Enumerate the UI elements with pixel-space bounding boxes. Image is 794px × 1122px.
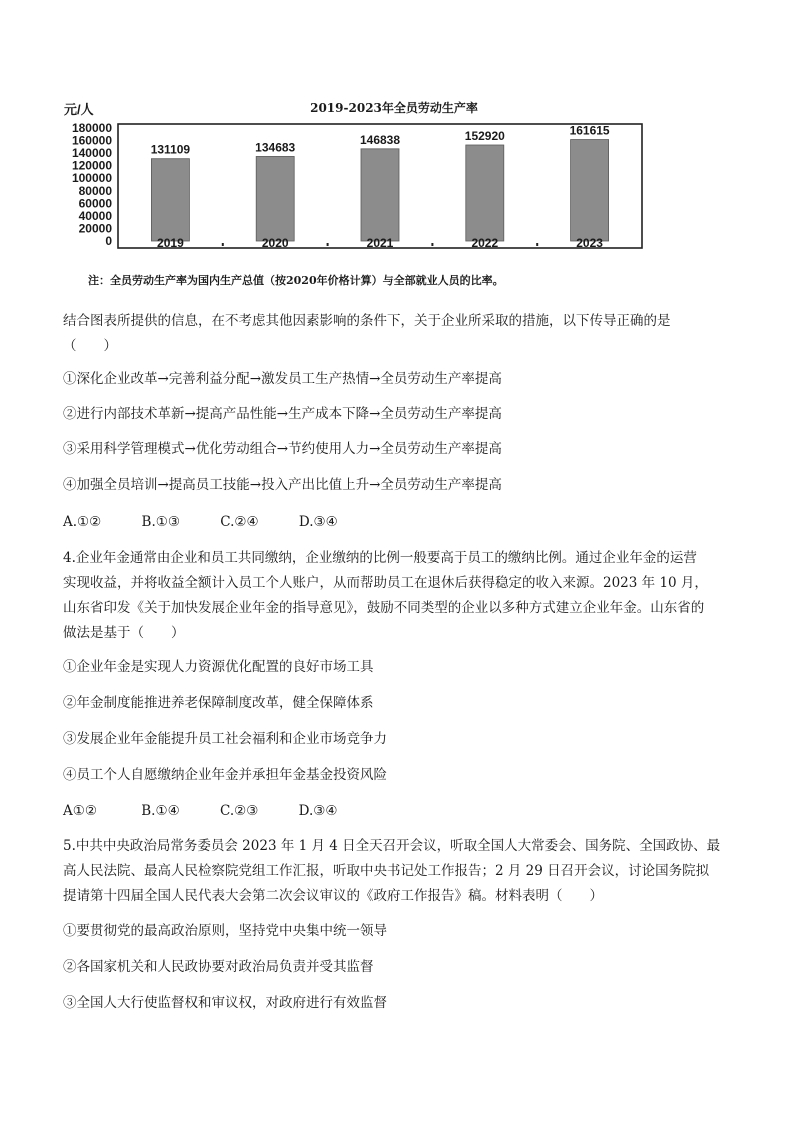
question-3-stem	[63, 309, 735, 359]
y-tick-label: 140000	[71, 146, 112, 161]
q4-item	[63, 727, 735, 752]
item-text: ③发展企业年金能提升员工社会福利和企业市场竞争力	[63, 731, 387, 747]
q4-options	[63, 803, 351, 819]
q4-item	[63, 691, 735, 716]
stem-line: 5.中共中央政治局常务委员会 2023 年 1 月 4 日全天召开会议，听取全国人大常委会、国务院、全国政协、最	[63, 838, 721, 854]
stem-line: 结合图表所提供的信息，在不考虑其他因素影响的条件下，关于企业所采取的措施，以下传导正确的是	[63, 313, 671, 329]
item-text: ①深化企业改革→完善利益分配→激发员工生产热情→全员劳动生产率提高	[63, 371, 502, 387]
stem-line: 提请第十四届全国人民代表大会第二次会议审议的《政府工作报告》稿。材料表明（ ）	[63, 888, 603, 904]
x-tick-mark	[327, 243, 329, 246]
data-label: 161615	[569, 123, 610, 138]
option-b[interactable]: B.①④	[141, 803, 180, 819]
stem-line: 高人民法院、最高人民检察院党组工作汇报，听取中央书记处工作报告；2 月 29 日召开会议，讨论国务院拟	[63, 863, 710, 879]
option-a[interactable]: A①②	[63, 803, 97, 819]
q3-item	[63, 402, 735, 427]
y-tick-label: 0	[105, 234, 112, 248]
chart-note: 注：全员劳动生产率为国内生产总值（按2020年价格计算）与全部就业人员的比率。	[88, 274, 504, 287]
labor-productivity-bar-chart	[64, 96, 724, 296]
option-b[interactable]: B.①③	[141, 514, 180, 530]
x-tick-label: 2021	[366, 236, 394, 250]
y-tick-label: 40000	[78, 208, 112, 223]
data-label: 146838	[359, 132, 401, 147]
question-4-stem	[63, 546, 735, 646]
data-label: 134683	[255, 140, 296, 155]
stem-line: 实现收益，并将收益全额计入员工个人账户，从而帮助员工在退休后获得稳定的收入来源。2023 年 10 月，	[63, 575, 708, 591]
item-text: ④员工个人自愿缴纳企业年金并承担年金基金投资风险	[63, 767, 387, 783]
x-tick-label: 2022	[471, 236, 499, 250]
x-tick-mark	[431, 243, 433, 246]
stem-line: 4.企业年金通常由企业和员工共同缴纳，企业缴纳的比例一般要高于员工的缴纳比例。通过企业年金的运营	[63, 550, 697, 566]
stem-line: 做法是基于（ ）	[63, 625, 185, 641]
y-tick-label: 60000	[78, 196, 112, 211]
q3-options	[63, 514, 352, 530]
x-tick-label: 2020	[261, 236, 289, 250]
data-label: 131109	[150, 142, 191, 157]
option-d[interactable]: D.③④	[298, 514, 338, 530]
q4-item	[63, 655, 735, 680]
chart-title: 2019-2023年全员劳动生产率	[310, 101, 478, 115]
bar-2021	[361, 149, 399, 241]
q3-item	[63, 473, 735, 498]
q5-item	[63, 919, 735, 944]
x-tick-label: 2019	[157, 236, 184, 250]
x-tick-mark	[222, 243, 224, 246]
x-tick-label: 2023	[576, 236, 603, 250]
item-text: ①要贯彻党的最高政治原则，坚持党中央集中统一领导	[63, 923, 387, 939]
chart-figure	[64, 96, 724, 296]
q3-item	[63, 437, 735, 462]
chart-ylabel: 元/人	[64, 102, 94, 117]
option-c[interactable]: C.②③	[219, 803, 259, 819]
bar-2023	[571, 140, 609, 241]
stem-line: （ ）	[63, 338, 117, 354]
stem-line: 山东省印发《关于加快发展企业年金的指导意见》，鼓励不同类型的企业以多种方式建立企业年金。山东省的	[63, 600, 705, 616]
item-text: ①企业年金是实现人力资源优化配置的良好市场工具	[63, 659, 374, 675]
q5-item	[63, 955, 735, 980]
item-text: ③采用科学管理模式→优化劳动组合→节约使用人力→全员劳动生产率提高	[63, 441, 502, 457]
item-text: ②年金制度能推进养老保障制度改革，健全保障体系	[63, 695, 374, 711]
item-text: ④加强全员培训→提高员工技能→投入产出比值上升→全员劳动生产率提高	[63, 477, 502, 493]
q5-item	[63, 991, 735, 1016]
q3-item	[63, 367, 735, 392]
item-text: ②各国家机关和人民政协要对政治局负责并受其监督	[63, 959, 374, 975]
y-tick-label: 180000	[71, 121, 112, 135]
option-d[interactable]: D.③④	[298, 803, 338, 819]
data-label: 152920	[464, 129, 505, 144]
option-a[interactable]: A.①②	[63, 514, 102, 530]
bar-2022	[466, 145, 504, 241]
item-text: ③全国人大行使监督权和审议权，对政府进行有效监督	[63, 995, 387, 1011]
y-tick-label: 20000	[78, 221, 112, 236]
item-text: ②进行内部技术革新→提高产品性能→生产成本下降→全员劳动生产率提高	[63, 406, 502, 422]
bar-2020	[256, 156, 294, 241]
x-tick-mark	[536, 243, 538, 246]
q4-item	[63, 763, 735, 788]
y-tick-label: 160000	[71, 133, 112, 148]
y-tick-label: 120000	[71, 158, 112, 173]
y-tick-label: 100000	[71, 171, 112, 186]
question-5-stem	[63, 834, 735, 909]
bar-2019	[151, 159, 189, 241]
y-tick-label: 80000	[78, 183, 112, 198]
option-c[interactable]: C.②④	[220, 514, 259, 530]
